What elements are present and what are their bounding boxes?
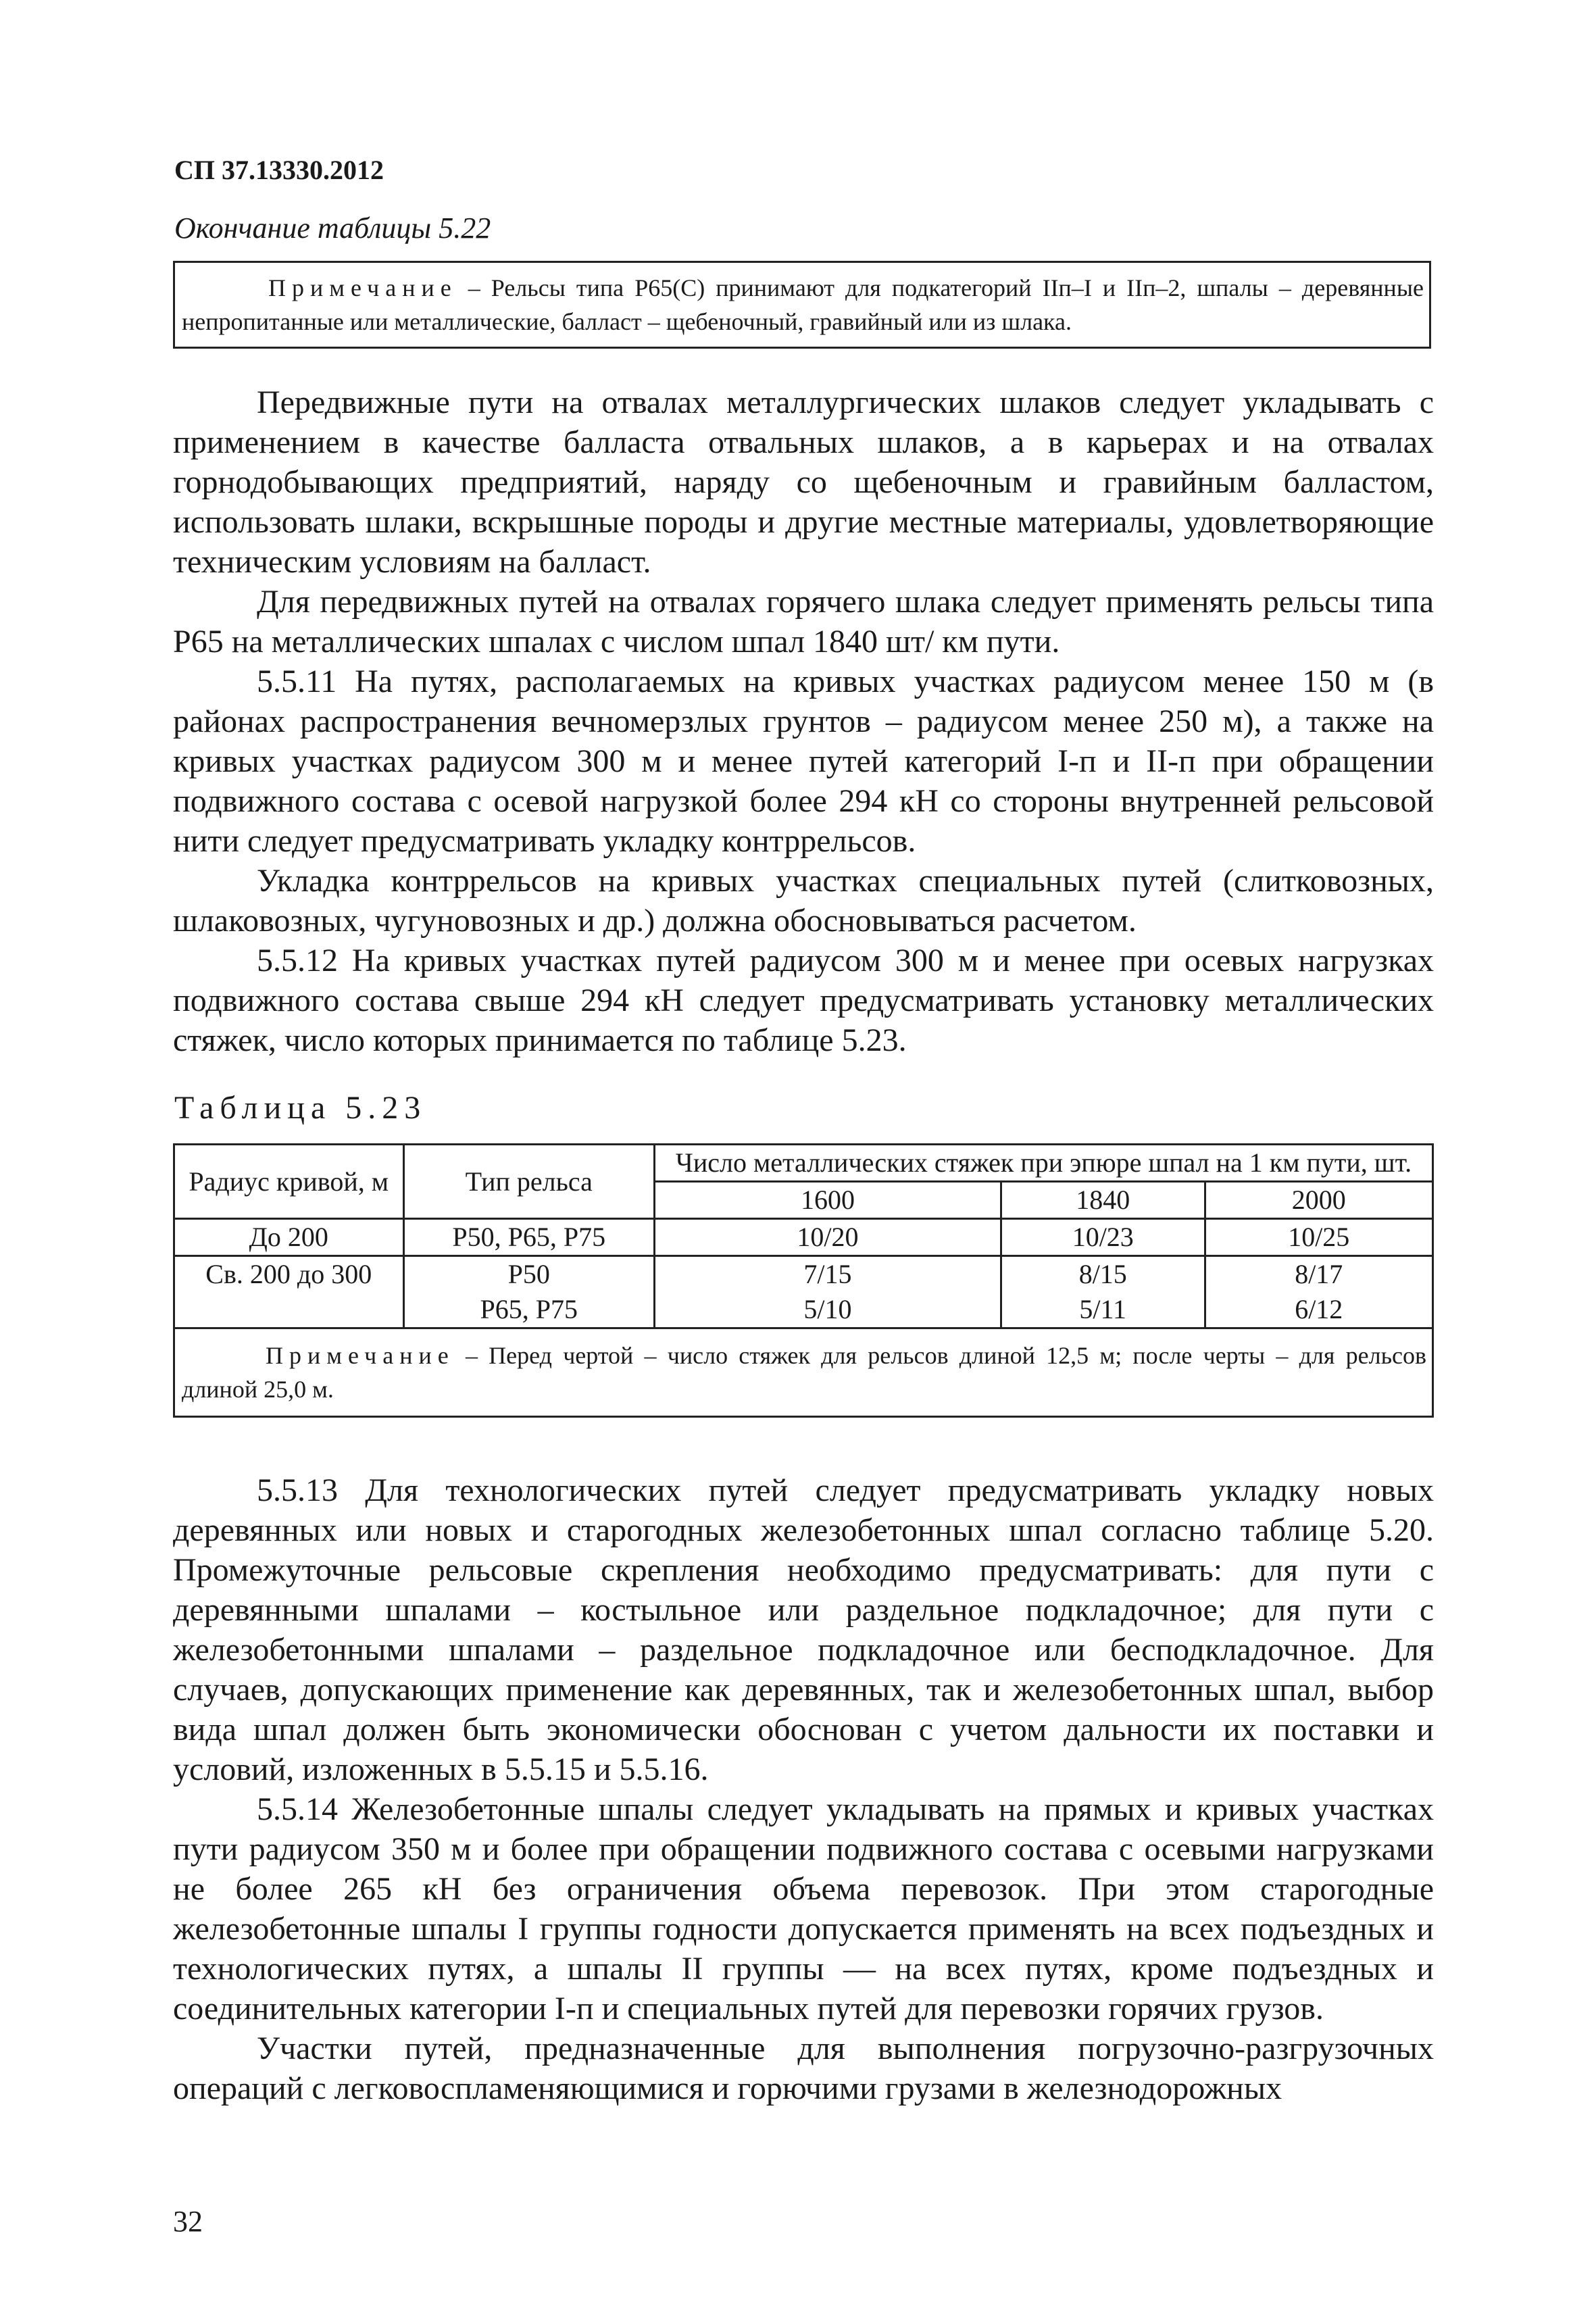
cell-1600: 7/15 (803, 1259, 852, 1289)
header-ties-count: Число металлических стяжек при эпюре шпал на 1 км пути, шт. (654, 1145, 1432, 1182)
cell-1600: 5/10 (803, 1294, 852, 1324)
table-note (174, 1328, 1433, 1417)
paragraph: 5.5.13 Для технологических путей следует предусматривать укладку новых деревянных или новых и старогодных железобетонных шпал согласно таблице 5.20. Промежуточные рельсовые скрепления необходимо предусматривать: для пути с деревянными шпалами – костыльное или раздельное подкладочное; для пути с железобетонными шпалами – раздельное подкладочное или бесподкладочное. Для случаев, допускающих применение как деревянных, так и железобетонных шпал, выбор вида шпал должен быть экономически обоснован с учетом дальности их поставки и условий, изложенных в 5.5.15 и 5.5.16. (173, 1472, 1434, 1787)
header-1840: 1840 (1001, 1182, 1205, 1219)
paragraph: Для передвижных путей на отвалах горячего шлака следует применять рельсы типа Р65 на металлических шпалах с числом шпал 1840 шт/ км пути. (173, 584, 1434, 659)
table-header-row (174, 1145, 1433, 1182)
table-note-row (174, 1328, 1433, 1417)
header-2000: 2000 (1205, 1182, 1432, 1219)
paragraph: 5.5.12 На кривых участках путей радиусом 300 м и менее при осевых нагрузках подвижного состава свыше 294 кН следует предусматривать установку металлических стяжек, число которых принимается по таблице 5.23. (173, 943, 1434, 1058)
cell-1840: 10/23 (1001, 1219, 1205, 1256)
cell-1600: 10/20 (654, 1219, 1001, 1256)
document-code: СП 37.13330.2012 (174, 155, 384, 185)
note-label: Примечание (266, 1342, 455, 1369)
cell-2000: 10/25 (1205, 1219, 1432, 1256)
cell-1600-group (654, 1256, 1001, 1328)
table-title: Таблица 5.23 (174, 1090, 427, 1126)
cell-radius: До 200 (174, 1219, 404, 1256)
cell-2000: 6/12 (1295, 1294, 1343, 1324)
cell-1840: 8/15 (1078, 1259, 1127, 1289)
cell-1840: 5/11 (1079, 1294, 1127, 1324)
cell-rail-group (403, 1256, 654, 1328)
paragraph: Участки путей, предназначенные для выполнения погрузочно-разгрузочных операций с легковоспламеняющимися и горючими грузами в железнодорожных (173, 2031, 1434, 2106)
table-5-22-note (173, 261, 1431, 349)
note-text: – Перед чертой – число стяжек для рельсов длиной 12,5 м; после черты – для рельсов длиной 25,0 м. (182, 1342, 1426, 1403)
note-label: Примечание (268, 274, 457, 301)
paragraph: Передвижные пути на отвалах металлургических шлаков следует укладывать с применением в качестве балласта отвальных шлаков, а в карьерах и на отвалах горнодобывающих предприятий, наряду со щебеночным и гравийным балластом, использовать шлаки, вскрышные породы и другие местные материалы, удовлетворяющие техническим условиям на балласт. (173, 384, 1434, 580)
header-1600: 1600 (654, 1182, 1001, 1219)
body-text-upper (173, 382, 1434, 1060)
table-row (174, 1219, 1433, 1256)
cell-rail: Р65, Р75 (480, 1294, 578, 1324)
body-text-lower (173, 1470, 1434, 2108)
note-text: – Рельсы типа Р65(С) принимают для подкатегорий IIп–I и IIп–2, шпалы – деревянные непропитанные или металлические, балласт – щебеночный, гравийный или из шлака. (182, 274, 1424, 335)
paragraph: 5.5.11 На путях, располагаемых на кривых участках радиусом менее 150 м (в районах распространения вечномерзлых грунтов – радиусом менее 250 м), а также на кривых участках радиусом 300 м и менее путей категорий I-п и II-п при обращении подвижного состава с осевой нагрузкой более 294 кН со стороны внутренней рельсовой нити следует предусматривать укладку контррельсов. (173, 664, 1434, 859)
table-continuation-label: Окончание таблицы 5.22 (174, 211, 491, 245)
cell-radius: Св. 200 до 300 (174, 1256, 404, 1328)
paragraph: 5.5.14 Железобетонные шпалы следует укладывать на прямых и кривых участках пути радиусом 350 м и более при обращении подвижного состава с осевыми нагрузками не более 265 кН без ограничения объема перевозок. При этом старогодные железобетонные шпалы I группы годности допускается применять на всех подъездных и технологических путях, а шпалы II группы — на всех путях, кроме подъездных и соединительных категории I-п и специальных путей для перевозки горячих грузов. (173, 1791, 1434, 2026)
cell-2000: 8/17 (1295, 1259, 1343, 1289)
cell-1840-group (1001, 1256, 1205, 1328)
page-number: 32 (173, 2205, 203, 2238)
table-row (174, 1256, 1433, 1328)
cell-rail: Р50 (507, 1259, 550, 1289)
cell-2000-group (1205, 1256, 1432, 1328)
table-5-23 (173, 1143, 1434, 1418)
header-radius: Радиус кривой, м (174, 1145, 404, 1219)
paragraph: Укладка контррельсов на кривых участках специальных путей (слитковозных, шлаковозных, чугуновозных и др.) должна обосновываться расчетом. (173, 863, 1434, 939)
cell-rail: Р50, Р65, Р75 (403, 1219, 654, 1256)
header-rail-type: Тип рельса (403, 1145, 654, 1219)
